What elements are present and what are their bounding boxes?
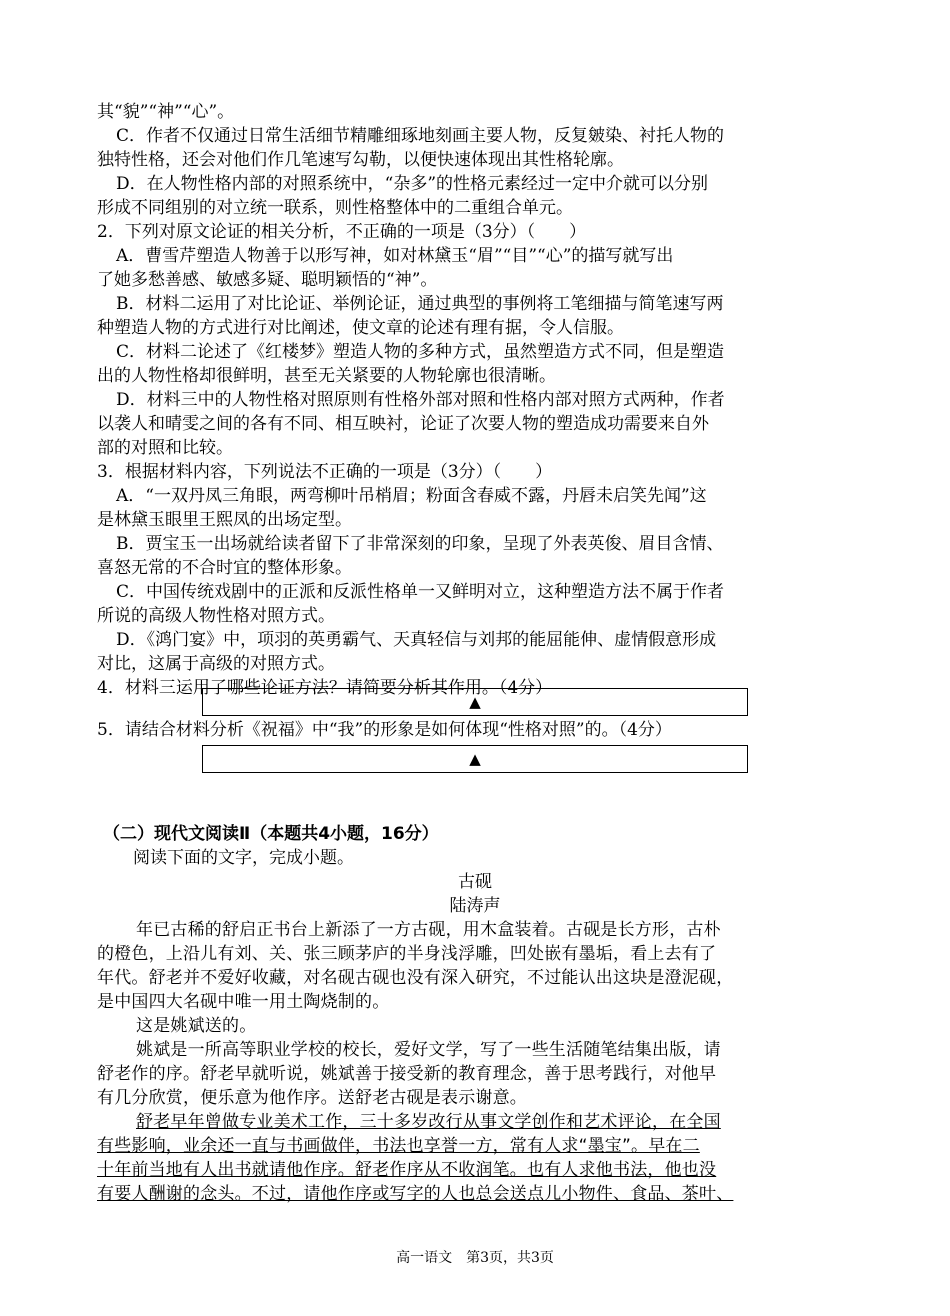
answer-marker-icon: ▲ bbox=[469, 693, 481, 711]
q2-option-d: D．材料三中的人物性格对照原则有性格外部对照和性格内部对照方式两种，作者 bbox=[116, 390, 725, 410]
page-footer: 高一语文 第3页，共3页 bbox=[396, 1250, 554, 1266]
q3-option-c: C．中国传统戏剧中的正派和反派性格单一又鲜明对立，这种塑造方法不属于作者 bbox=[116, 582, 725, 602]
answer-box-q4[interactable] bbox=[202, 688, 748, 716]
story-title: 古砚 bbox=[458, 872, 492, 892]
underlined-passage-line: 有要人酬谢的念头。不过，请他作序或写字的人也总会送点儿小物件、食品、茶叶、 bbox=[97, 1184, 734, 1204]
text-line: 种塑造人物的方式进行对比阐述，使文章的论述有理有据，令人信服。 bbox=[97, 318, 624, 338]
text-line: 了她多愁善感、敏感多疑、聪明颖悟的“神”。 bbox=[97, 270, 438, 290]
section-title: （二）现代文阅读Ⅱ（本题共4小题，16分） bbox=[103, 824, 439, 844]
passage-line: 年已古稀的舒启正书台上新添了一方古砚，用木盒装着。古砚是长方形，古朴 bbox=[136, 920, 721, 940]
passage-line: 是中国四大名砚中唯一用土陶烧制的。 bbox=[97, 992, 390, 1012]
text-line: 独特性格，还会对他们作几笔速写勾勒，以便快速体现出其性格轮廓。 bbox=[97, 150, 624, 170]
passage-line: 的橙色，上沿儿有刘、关、张三顾茅庐的半身浅浮雕，凹处嵌有墨垢，看上去有了 bbox=[97, 944, 717, 964]
q3-option-a: A．“一双丹凤三角眼，两弯柳叶吊梢眉；粉面含春威不露，丹唇未启笑先闻”这 bbox=[116, 486, 707, 506]
passage-line: 舒老作的序。舒老早就听说，姚斌善于接受新的教育理念，善于思考践行，对他早 bbox=[97, 1064, 717, 1084]
option-d-line: D．在人物性格内部的对照系统中，“杂多”的性格元素经过一定中介就可以分别 bbox=[116, 174, 709, 194]
q2-option-b: B．材料二运用了对比论证、举例论证，通过典型的事例将工笔细描与简笔速写两 bbox=[116, 294, 724, 314]
underlined-passage-line: 舒老早年曾做专业美术工作，三十多岁改行从事文学创作和艺术评论，在全国 bbox=[136, 1112, 721, 1132]
text-line: 是林黛玉眼里王熙凤的出场定型。 bbox=[97, 510, 352, 530]
question-2: 2．下列对原文论证的相关分析，不正确的一项是（3分）（ ） bbox=[97, 222, 587, 242]
underlined-passage-line: 十年前当地有人出书就请他作序。舒老作序从不收润笔。也有人求他书法，他也没 bbox=[97, 1160, 717, 1180]
passage-line: 这是姚斌送的。 bbox=[136, 1016, 257, 1036]
text-line: 喜怒无常的不合时宜的整体形象。 bbox=[97, 558, 352, 578]
text-line: 以袭人和晴雯之间的各有不同、相互映衬，论证了次要人物的塑造成功需要来自外 bbox=[97, 414, 709, 434]
answer-box-q5[interactable] bbox=[202, 745, 748, 773]
text-line: 其“貌”“神”“心”。 bbox=[97, 102, 235, 122]
q2-option-c: C．材料二论述了《红楼梦》塑造人物的多种方式，虽然塑造方式不同，但是塑造 bbox=[116, 342, 725, 362]
text-line: 对比，这属于高级的对照方式。 bbox=[97, 654, 335, 674]
question-3: 3．根据材料内容，下列说法不正确的一项是（3分）（ ） bbox=[97, 462, 553, 482]
text-line: 部的对照和比较。 bbox=[97, 438, 233, 458]
passage-line: 有几分欣赏，便乐意为他作序。送舒老古砚是表示谢意。 bbox=[97, 1088, 527, 1108]
passage-line: 年代。舒老并不爱好收藏，对名砚古砚也没有深入研究，不过能认出这块是澄泥砚， bbox=[97, 968, 734, 988]
text-line: 出的人物性格却很鲜明，甚至无关紧要的人物轮廓也很清晰。 bbox=[97, 366, 556, 386]
text-line: 所说的高级人物性格对照方式。 bbox=[97, 606, 335, 626]
q3-option-d: D．《鸿门宴》中，项羽的英勇霸气、天真轻信与刘邦的能屈能伸、虚情假意形成 bbox=[116, 630, 717, 650]
answer-marker-icon: ▲ bbox=[469, 750, 481, 768]
q2-option-a: A．曹雪芹塑造人物善于以形写神，如对林黛玉“眉”“目”“心”的描写就写出 bbox=[116, 246, 674, 266]
text-line: 形成不同组别的对立统一联系，则性格整体中的二重组合单元。 bbox=[97, 198, 573, 218]
story-author: 陆涛声 bbox=[449, 896, 501, 916]
question-4: 4．材料三运用了哪些论证方法？请简要分析其作用。（4分） bbox=[97, 678, 553, 698]
q3-option-b: B．贾宝玉一出场就给读者留下了非常深刻的印象，呈现了外表英俊、眉目含情、 bbox=[116, 534, 724, 554]
option-c-line: C．作者不仅通过日常生活细节精雕细琢地刻画主要人物，反复皴染、衬托人物的 bbox=[116, 126, 725, 146]
question-5: 5．请结合材料分析《祝福》中“我”的形象是如何体现“性格对照”的。（4分） bbox=[97, 720, 672, 740]
underlined-passage-line: 有些影响，业余还一直与书画做伴，书法也享誉一方，常有人求“墨宝”。早在二 bbox=[97, 1136, 700, 1156]
instruction: 阅读下面的文字，完成小题。 bbox=[133, 848, 354, 868]
passage-line: 姚斌是一所高等职业学校的校长，爱好文学，写了一些生活随笔结集出版，请 bbox=[136, 1040, 721, 1060]
